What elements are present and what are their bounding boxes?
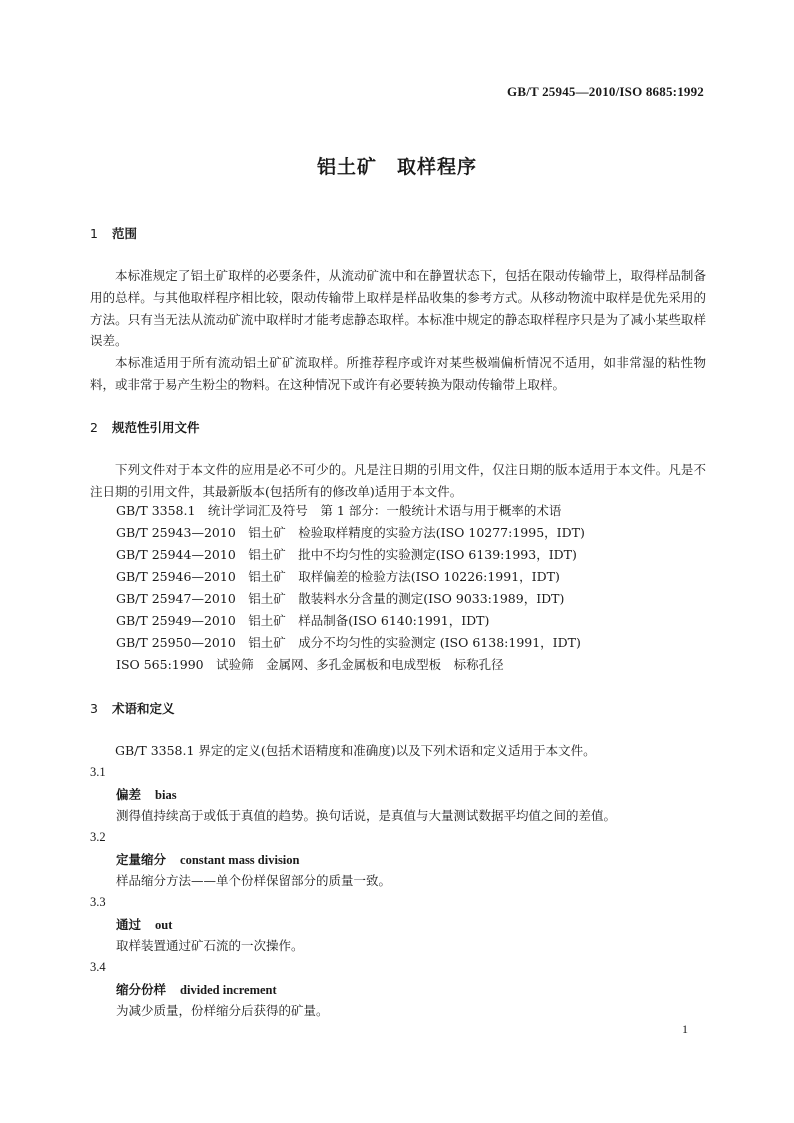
term-english: out xyxy=(155,918,173,932)
standard-code: GB/T 25945—2010/ISO 8685:1992 xyxy=(507,84,704,99)
reference-item: GB/T 25949—2010 铝土矿 样品制备(ISO 6140:1991，IDT) xyxy=(116,613,490,628)
reference-item: GB/T 3358.1 统计学词汇及符号 第 1 部分：一般统计术语与用于概率的术语 xyxy=(116,503,562,518)
term-definition: 测得值持续高于或低于真值的趋势。换句话说，是真值与大量测试数据平均值之间的差值。 xyxy=(116,808,617,823)
term-number: 3.2 xyxy=(90,830,106,844)
reference-item: GB/T 25947—2010 铝土矿 散装料水分含量的测定(ISO 9033:1989，IDT) xyxy=(116,591,565,606)
term-english: constant mass division xyxy=(180,853,300,867)
reference-item: GB/T 25944—2010 铝土矿 批中不均匀性的实验测定(ISO 6139:1993，IDT) xyxy=(116,547,577,562)
section-1-heading xyxy=(90,224,137,242)
section-number: 1 xyxy=(90,226,98,241)
term-chinese: 通过 xyxy=(116,917,142,932)
document-title: 铝土矿 取样程序 xyxy=(316,156,477,178)
term-english: bias xyxy=(155,788,177,802)
term-number: 3.4 xyxy=(90,960,106,974)
term-definition: 为减少质量，份样缩分后获得的矿量。 xyxy=(116,1003,329,1018)
section-1-paragraph-1: 本标准规定了铝土矿取样的必要条件，从流动矿流中和在静置状态下，包括在限动传输带上，取得样品制备用的总样。与其他取样程序相比较，限动传输带上取样是样品收集的参考方式。从移动物流中取样是优先采用的方法。只有当无法从流动矿流中取样时才能考虑静态取样。本标准中规定的静态取样程序只是为了减小某些取样误差。 xyxy=(90,268,706,349)
term-heading xyxy=(116,785,177,803)
term-chinese: 偏差 xyxy=(116,787,142,802)
term-heading xyxy=(116,980,277,998)
page-number: 1 xyxy=(682,1022,688,1036)
section-3-heading xyxy=(90,699,175,717)
term-heading xyxy=(116,915,172,933)
section-number: 2 xyxy=(90,420,98,435)
reference-item: GB/T 25946—2010 铝土矿 取样偏差的检验方法(ISO 10226:1991，IDT) xyxy=(116,569,560,584)
section-2-heading xyxy=(90,418,200,436)
section-3-intro: GB/T 3358.1 界定的定义(包括术语精度和准确度)以及下列术语和定义适用于本文件。 xyxy=(115,743,596,758)
term-number: 3.1 xyxy=(90,765,106,779)
section-title: 术语和定义 xyxy=(112,701,175,716)
reference-item: GB/T 25950—2010 铝土矿 成分不均匀性的实验测定 (ISO 6138:1991，IDT) xyxy=(116,635,581,650)
term-definition: 样品缩分方法——单个份样保留部分的质量一致。 xyxy=(116,873,392,888)
section-title: 规范性引用文件 xyxy=(112,420,200,435)
reference-item: GB/T 25943—2010 铝土矿 检验取样精度的实验方法(ISO 10277:1995，IDT) xyxy=(116,525,585,540)
term-chinese: 定量缩分 xyxy=(116,852,167,867)
term-number: 3.3 xyxy=(90,895,106,909)
section-number: 3 xyxy=(90,701,98,716)
term-heading xyxy=(116,850,300,868)
term-chinese: 缩分份样 xyxy=(116,982,167,997)
term-english: divided increment xyxy=(180,983,277,997)
section-title: 范围 xyxy=(112,226,138,241)
term-definition: 取样装置通过矿石流的一次操作。 xyxy=(116,938,304,953)
section-1-paragraph-2: 本标准适用于所有流动铝土矿矿流取样。所推荐程序或许对某些极端偏析情况不适用，如非常湿的粘性物料，或非常于易产生粉尘的物料。在这种情况下或许有必要转换为限动传输带上取样。 xyxy=(90,355,706,392)
reference-item: ISO 565:1990 试验筛 金属网、多孔金属板和电成型板 标称孔径 xyxy=(116,657,504,672)
section-2-intro: 下列文件对于本文件的应用是必不可少的。凡是注日期的引用文件，仅注日期的版本适用于本文件。凡是不注日期的引用文件，其最新版本(包括所有的修改单)适用于本文件。 xyxy=(90,462,706,499)
